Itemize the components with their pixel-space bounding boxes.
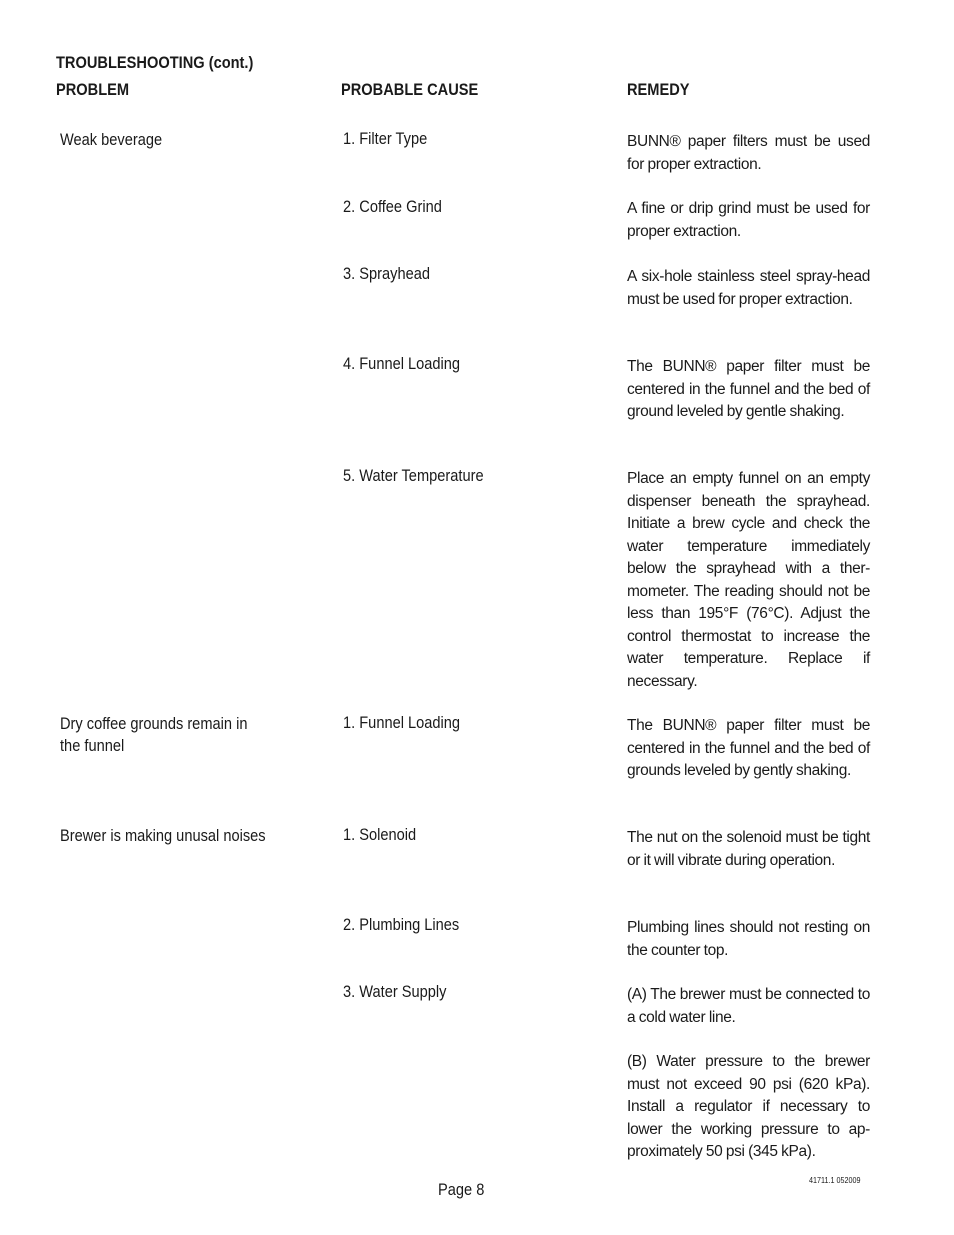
problem-dry-grounds-line-1: Dry coffee grounds remain in [60, 714, 248, 733]
cause-filter-type: 1. Filter Type [343, 129, 428, 148]
section-title: TROUBLESHOOTING (cont.) [56, 53, 254, 72]
cause-coffee-grind: 2. Coffee Grind [343, 197, 442, 216]
remedy-sprayhead: A six-hole stainless steel spray-head must be used for proper extraction. [627, 268, 870, 308]
document-code: 41711.1 052009 [809, 1176, 861, 1185]
remedy-water-supply-b: (B) Water pressure to the brewer must not exceed 90 psi (620 kPa). Install a regulator if necessary to lower the working pressure to ap-proximately 50 psi (345 kPa). [627, 1053, 870, 1160]
header-problem: PROBLEM [56, 80, 130, 99]
remedy-water-supply-a: (A) The brewer must be connected to a cold water line. [627, 986, 870, 1026]
header-probable-cause: PROBABLE CAUSE [341, 80, 479, 99]
remedy-plumbing-lines: Plumbing lines should not resting on the counter top. [627, 919, 870, 959]
cause-solenoid: 1. Solenoid [343, 825, 417, 844]
cause-funnel-loading: 4. Funnel Loading [343, 354, 461, 373]
remedy-coffee-grind: A fine or drip grind must be used for proper extraction. [627, 200, 870, 240]
problem-dry-grounds-line-2: the funnel [60, 736, 125, 755]
remedy-funnel-loading: The BUNN® paper filter must be centered in the funnel and the bed of ground leveled by gentle shaking. [627, 358, 870, 420]
remedy-funnel-loading-2: The BUNN® paper filter must be centered in the funnel and the bed of grounds leveled by gently shaking. [627, 717, 870, 779]
remedy-water-temperature: Place an empty funnel on an empty dispenser beneath the sprayhead. Initiate a brew cycle and check the water temperature immediately below the sprayhead with a ther-mometer. The reading should not be less than 195°F (76°C). Adjust the control thermostat to increase the water temperature. Replace if necessary. [627, 470, 870, 690]
problem-unusual-noises: Brewer is making unusal noises [60, 826, 266, 845]
header-remedy: REMEDY [627, 80, 690, 99]
cause-water-supply: 3. Water Supply [343, 982, 447, 1001]
cause-plumbing-lines: 2. Plumbing Lines [343, 915, 460, 934]
remedy-filter-type: BUNN® paper filters must be used for proper extraction. [627, 133, 870, 173]
cause-funnel-loading-2: 1. Funnel Loading [343, 713, 461, 732]
cause-water-temperature: 5. Water Temperature [343, 466, 484, 485]
page-number: Page 8 [438, 1180, 485, 1199]
cause-sprayhead: 3. Sprayhead [343, 264, 430, 283]
remedy-solenoid: The nut on the solenoid must be tight or it will vibrate during operation. [627, 829, 870, 869]
problem-weak-beverage: Weak beverage [60, 130, 163, 149]
